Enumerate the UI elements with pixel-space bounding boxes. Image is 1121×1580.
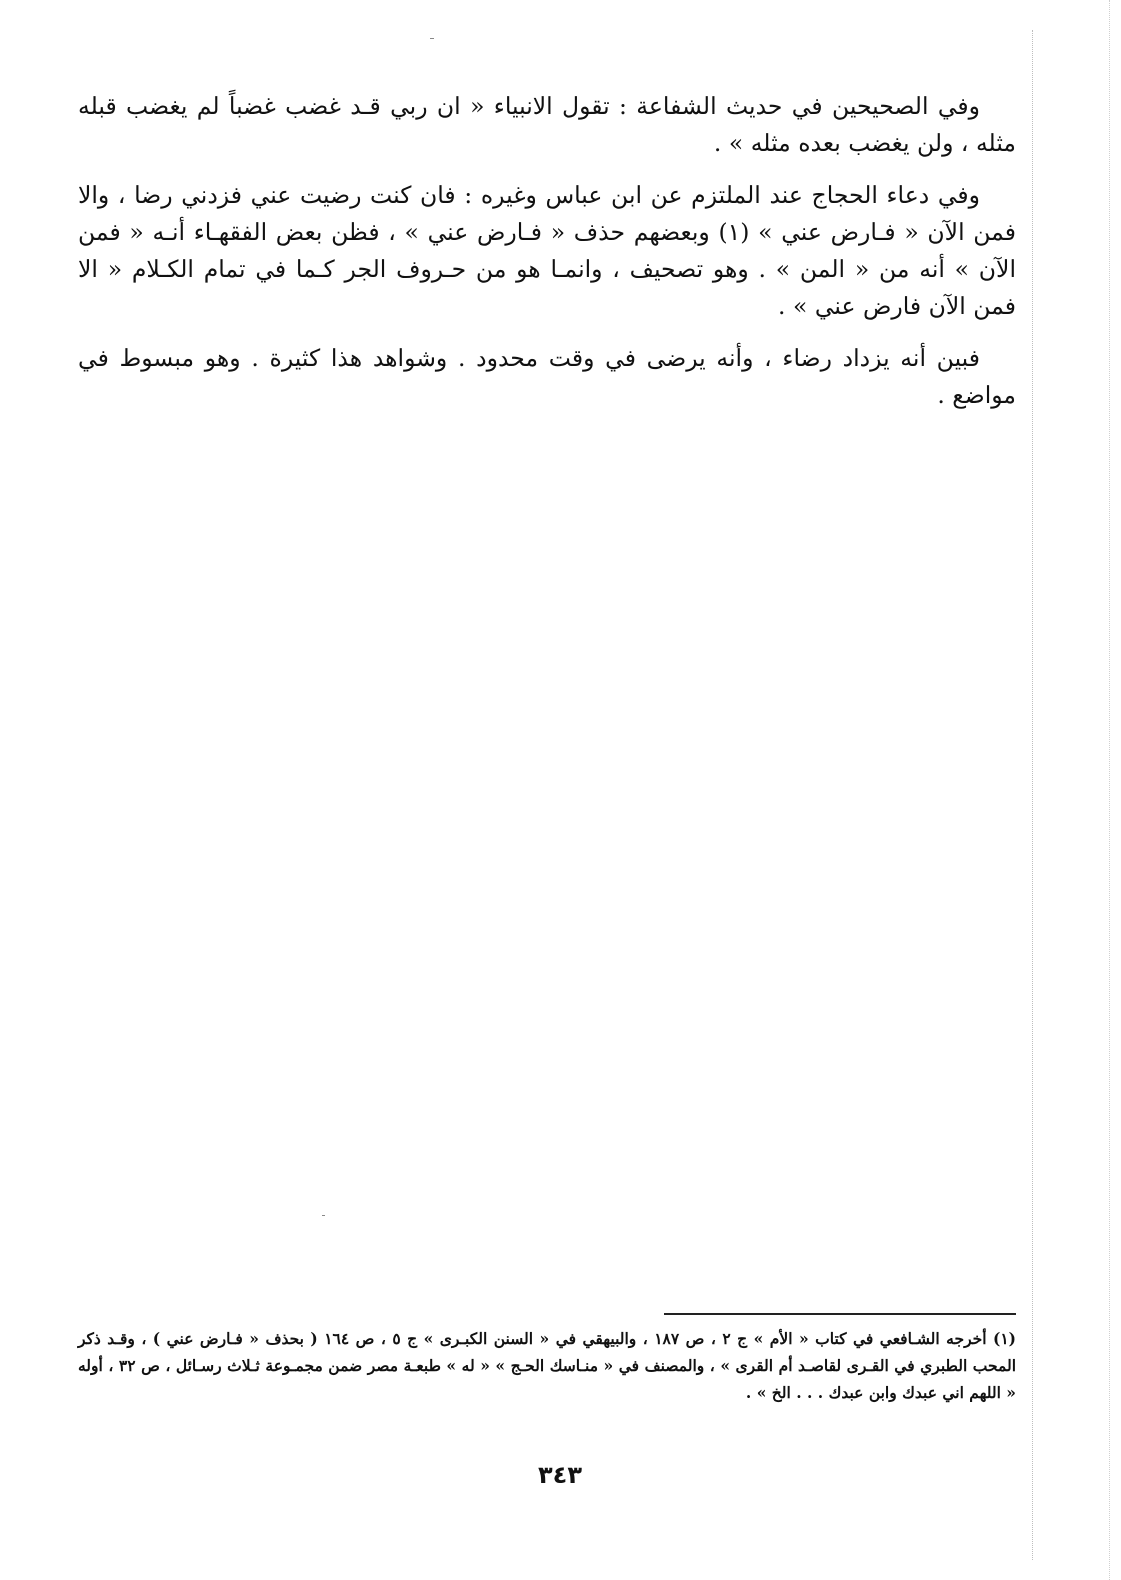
footnote-separator xyxy=(664,1313,1016,1315)
footnote-1: (١) أخرجه الشـافعي في كتاب « الأم » ج ٢ ، ص ١٨٧ ، والبيهقي في « السنن الكبـرى » ج ٥ ، ص ١٦٤ ( بحذف « فـارض عني ) ، وقـد ذكر المحب الطبري في القـرى لقاصـد أم القرى » ، والمصنف في « منـاسك الحـج » « له » طبعـة مصر ضمن مجمـوعة ثـلاث رسـائل ، ص ٣٢ ، أوله « اللهم اني عبدك وابن عبدك . . . الخ » . xyxy=(78,1329,1017,1402)
paragraph-1: وفي الصحيحين في حديث الشفاعة : تقول الانبياء « ان ربي قـد غضب غضباً لم يغضب قبله مثله ، ولن يغضب بعده مثله » . xyxy=(78,92,1016,157)
paragraph-2: وفي دعاء الحجاج عند الملتزم عن ابن عباس وغيره : فان كنت رضيت عني فزدني رضا ، والا فمن الآن « فـارض عني » (١) وبعضهم حذف « فـارض عني » ، فظن بعض الفقهـاء أنـه « فمن الآن » أنه من « المن » . وهو تصحيف ، وانمـا هو من حـروف الجر كـما في تمام الكـلام « الا فمن الآن فارض عني » . xyxy=(78,181,1016,320)
paragraph-3: فبين أنه يزداد رضاء ، وأنه يرضى في وقت محدود . وشواهد هذا كثيرة . وهو مبسوط في مواضع . xyxy=(78,344,1016,409)
footnotes xyxy=(78,1325,1016,1406)
scan-gutter-line xyxy=(1032,30,1033,1560)
scan-speck xyxy=(322,1215,325,1216)
scan-edge-line xyxy=(1109,0,1110,1580)
scan-speck xyxy=(430,38,434,39)
main-text xyxy=(78,88,1016,429)
page-number: ٣٤٣ xyxy=(538,1461,582,1489)
